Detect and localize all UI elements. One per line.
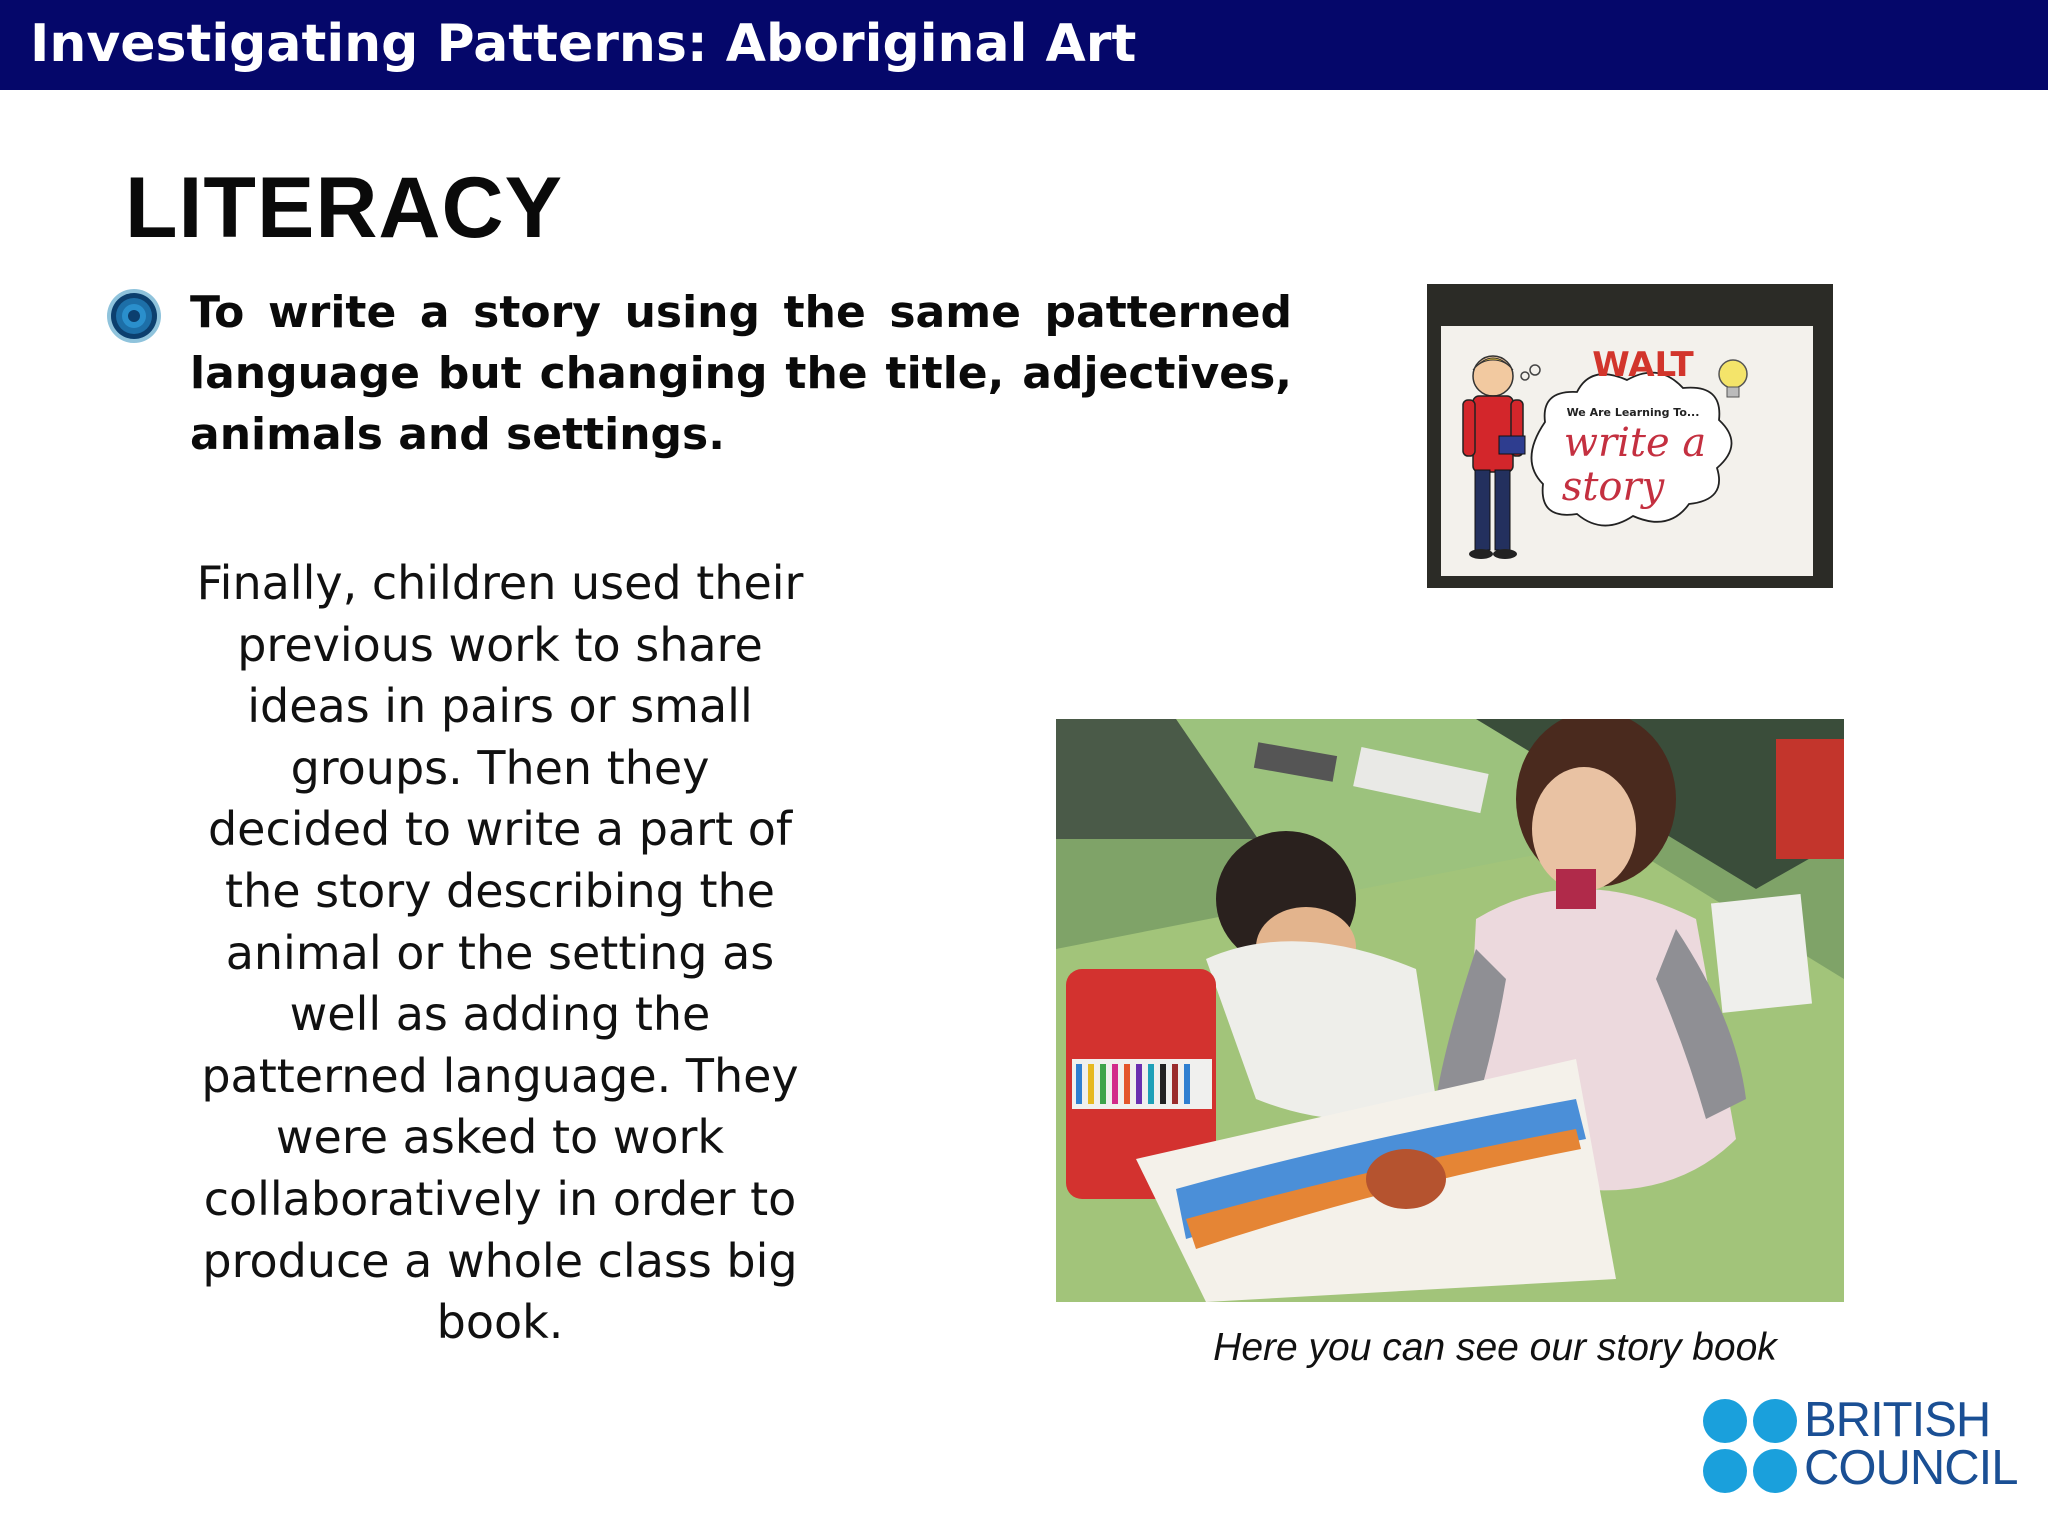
logo-line-1: BRITISH bbox=[1804, 1393, 1991, 1447]
header-bar bbox=[0, 0, 2048, 90]
walt-subtitle: We Are Learning To... bbox=[1566, 406, 1700, 419]
bullet-circle-icon bbox=[106, 288, 162, 344]
walt-title: WALT bbox=[1592, 345, 1694, 385]
walt-sign-photo bbox=[1427, 284, 1833, 588]
classroom-photo bbox=[1056, 719, 1844, 1302]
body-paragraph: Finally, children used their previous work to share ideas in pairs or small groups. Then they decided to write a part of the story describing the animal or the setting as well as adding the patterned language. They were asked to work collaboratively in order to produce a whole class big book. bbox=[196, 556, 804, 1350]
header-title: Investigating Patterns: Aboriginal Art bbox=[30, 14, 1137, 74]
logo-text bbox=[1804, 1393, 2018, 1495]
walt-line-1: write a bbox=[1563, 420, 1707, 466]
british-council-logo bbox=[1700, 1393, 2020, 1496]
photo-caption: Here you can see our story book bbox=[1213, 1326, 1777, 1369]
walt-line-2: story bbox=[1561, 464, 1665, 510]
logo-dots-icon bbox=[1700, 1396, 1810, 1496]
objective-text: To write a story using the same patterned language but changing the title, adjectives, animals and settings. bbox=[190, 287, 1292, 460]
slide-heading: LITERACY bbox=[125, 160, 563, 256]
logo-line-2: COUNCIL bbox=[1804, 1441, 2018, 1495]
